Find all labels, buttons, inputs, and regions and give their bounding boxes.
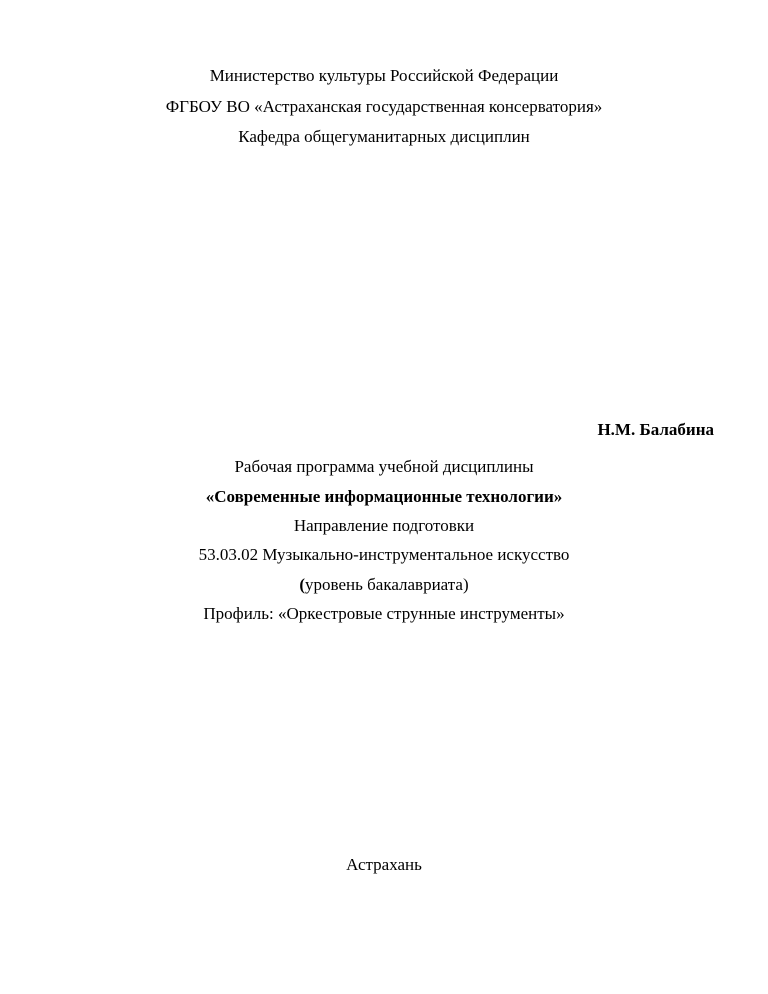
discipline-title: «Современные информационные технологии»: [205, 487, 563, 506]
program-type-line: Рабочая программа учебной дисциплины: [234, 457, 534, 476]
direction-code: 53.03.02 Музыкально-инструментальное искусство: [198, 545, 570, 564]
level-text: уровень бакалавриата): [305, 575, 469, 594]
level-open-paren: (: [299, 575, 306, 594]
author-name: Н.М. Балабина: [597, 420, 714, 439]
level-line: [0, 575, 768, 595]
department-line: Кафедра общегуманитарных дисциплин: [238, 127, 530, 146]
institution-line: ФГБОУ ВО «Астраханская государственная консерватория»: [165, 97, 603, 116]
ministry-line: Министерство культуры Российской Федерации: [209, 66, 559, 85]
city-line: Астрахань: [346, 855, 422, 874]
direction-label: Направление подготовки: [293, 516, 475, 535]
profile-line: Профиль: «Оркестровые струнные инструменты»: [203, 604, 565, 623]
